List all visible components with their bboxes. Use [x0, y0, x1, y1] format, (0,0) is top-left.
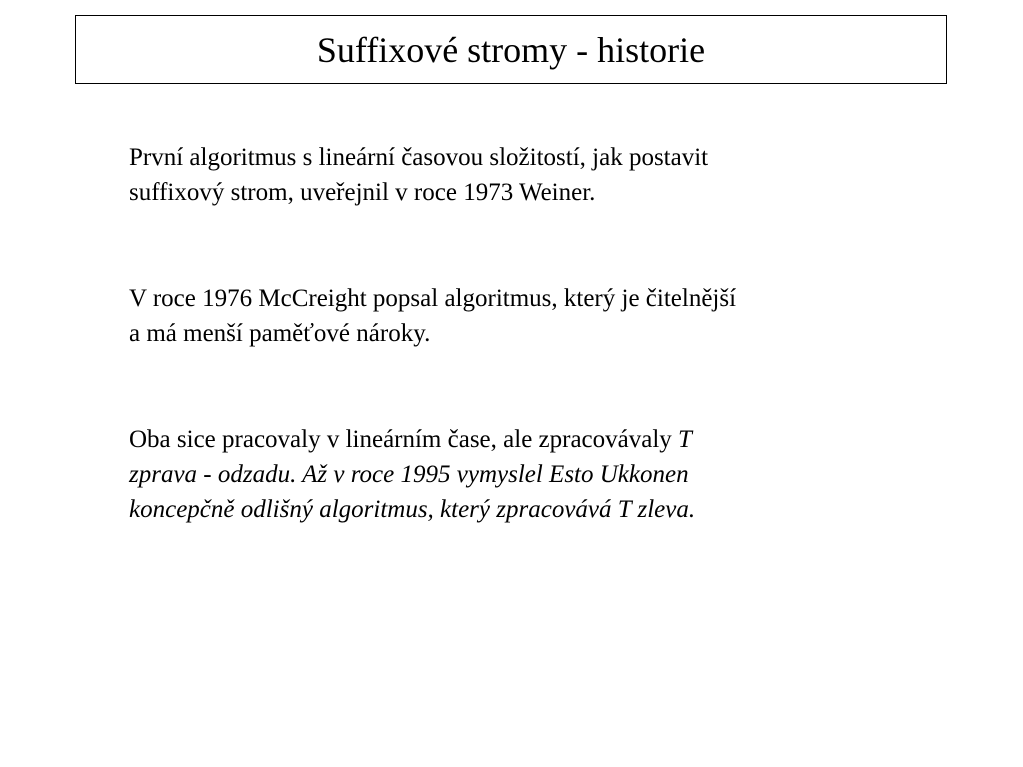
paragraph-text-regular: Oba sice pracovaly v lineárním čase, ale zpracovávaly — [129, 426, 679, 453]
title-box — [75, 15, 947, 84]
paragraph-line: První algoritmus s lineární časovou složitostí, jak postavit — [129, 144, 709, 171]
paragraph-line: suffixový strom, uveřejnil v roce 1973 Weiner. — [129, 179, 596, 206]
paragraph-mccreight — [129, 281, 929, 351]
paragraph-ukkonen — [129, 422, 929, 527]
paragraph-line: koncepčně odlišný algoritmus, který zpracovává T zleva. — [129, 496, 696, 523]
paragraph-line: zprava - odzadu. Až v roce 1995 vymyslel Esto Ukkonen — [129, 461, 689, 488]
paragraph-line — [129, 422, 929, 457]
paragraph-line: a má menší paměťové nároky. — [129, 320, 431, 347]
paragraph-weiner — [129, 140, 929, 210]
paragraph-line: V roce 1976 McCreight popsal algoritmus, který je čitelnější — [129, 285, 737, 312]
slide-title: Suffixové stromy - historie — [316, 29, 706, 70]
paragraph-text-italic: T — [678, 426, 692, 453]
